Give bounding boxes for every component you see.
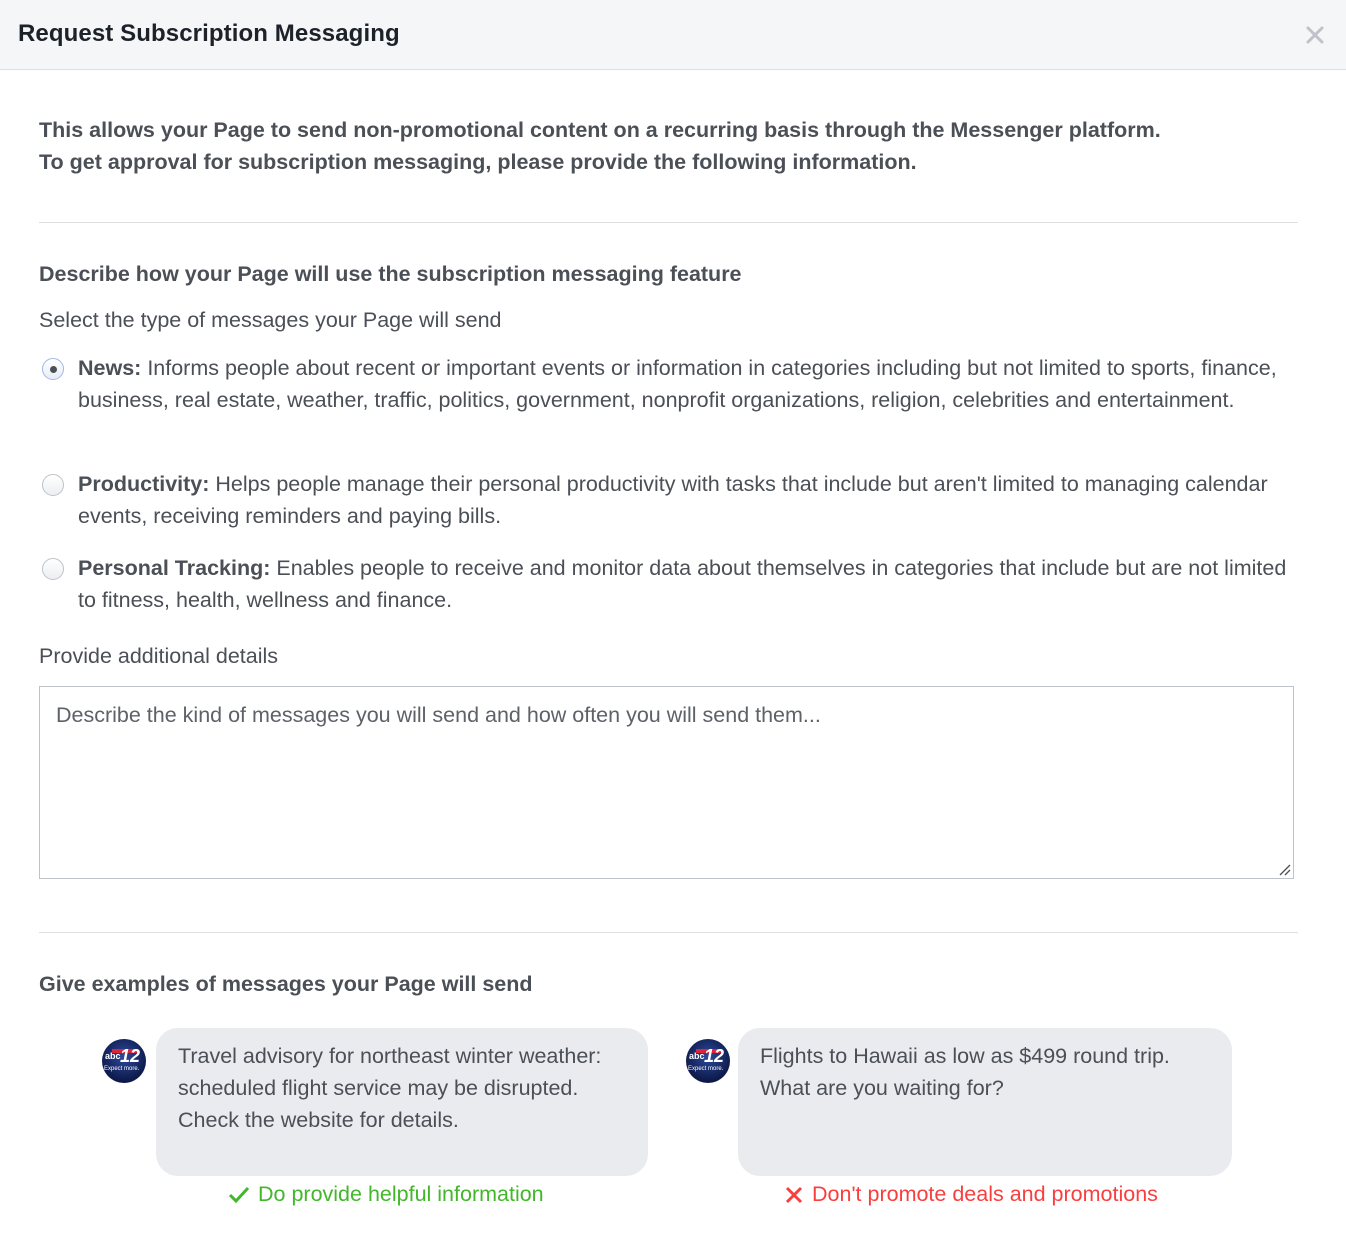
checkmark-icon (228, 1185, 250, 1205)
details-textarea[interactable] (39, 686, 1294, 879)
good-caption-text: Do provide helpful information (258, 1182, 544, 1206)
option-productivity-description: Helps people manage their personal productivity with tasks that include but aren't limited to managing calendar events, receiving reminders and paying bills. (78, 472, 1268, 528)
option-personal-tracking-text (78, 552, 1288, 616)
divider (39, 222, 1298, 223)
resize-handle-icon[interactable] (1275, 860, 1291, 876)
example-message-bubble: Travel advisory for northeast winter weather: scheduled flight service may be disrupted. Check the website for details. (156, 1028, 648, 1176)
radio-news[interactable] (42, 358, 64, 380)
message-type-label: Select the type of messages your Page will send (39, 308, 502, 332)
option-news[interactable] (39, 352, 1289, 448)
close-icon (1305, 25, 1325, 45)
option-news-description: Informs people about recent or important events or information in categories including but not limited to sports, finance, business, real estate, weather, traffic, politics, government, nonprofit organizations, religion, celebrities and entertainment. (78, 356, 1277, 412)
close-button[interactable] (1302, 22, 1328, 48)
cross-icon (784, 1185, 804, 1205)
dialog-header (0, 0, 1346, 70)
page-avatar: abc 12 Expect more. (686, 1039, 730, 1083)
good-example-caption (228, 1182, 544, 1207)
option-personal-tracking[interactable] (39, 552, 1289, 616)
page-avatar: abc 12 Expect more. (102, 1039, 146, 1083)
examples-heading: Give examples of messages your Page will send (39, 972, 533, 996)
details-label: Provide additional details (39, 644, 279, 668)
option-news-label: News: (78, 356, 142, 380)
dialog-title: Request Subscription Messaging (18, 20, 400, 47)
option-productivity-label: Productivity: (78, 472, 210, 496)
intro-line-2: To get approval for subscription messaging, please provide the following information. (39, 150, 917, 174)
radio-productivity[interactable] (42, 474, 64, 496)
radio-personal-tracking[interactable] (42, 558, 64, 580)
details-placeholder: Describe the kind of messages you will send and how often you will send them... (56, 703, 821, 727)
option-personal-tracking-description: Enables people to receive and monitor data about themselves in categories that include but are not limited to fitness, health, wellness and finance. (78, 556, 1287, 612)
intro-text (39, 114, 1309, 178)
option-news-text (78, 352, 1288, 416)
bad-example-caption (784, 1182, 1158, 1207)
option-personal-tracking-label: Personal Tracking: (78, 556, 271, 580)
option-productivity-text (78, 468, 1288, 532)
divider (39, 932, 1298, 933)
usage-heading: Describe how your Page will use the subscription messaging feature (39, 262, 742, 286)
intro-line-1: This allows your Page to send non-promotional content on a recurring basis through the Messenger platform. (39, 118, 1161, 142)
option-productivity[interactable] (39, 468, 1289, 532)
bad-caption-text: Don't promote deals and promotions (812, 1182, 1158, 1206)
example-message-bubble: Flights to Hawaii as low as $499 round trip. What are you waiting for? (738, 1028, 1232, 1176)
